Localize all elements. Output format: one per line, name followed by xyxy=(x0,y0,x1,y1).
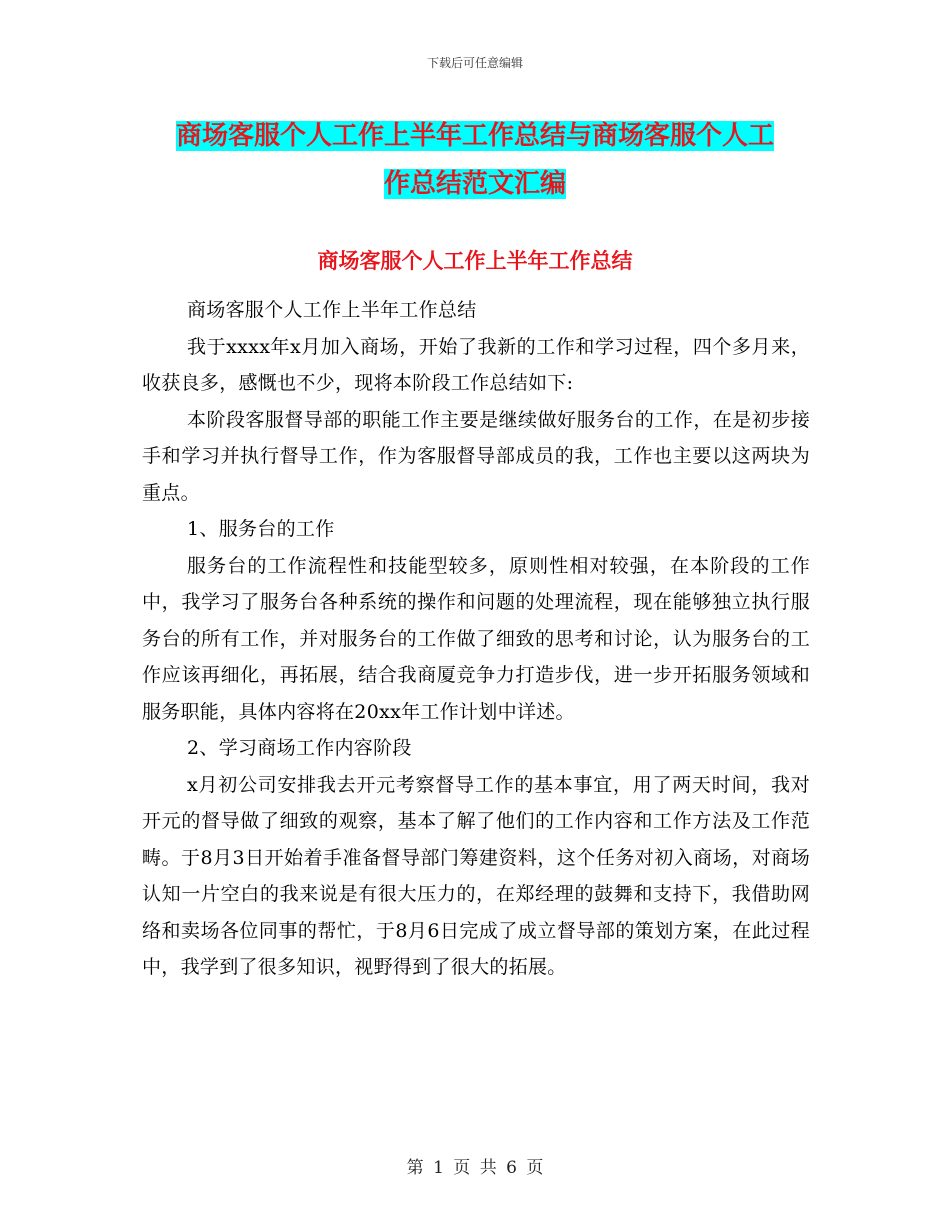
header-note: 下载后可任意编辑 xyxy=(426,56,523,70)
heading-service-desk: 1、服务台的工作 xyxy=(187,518,335,540)
paragraph-overview: 本阶段客服督导部的职能工作主要是继续做好服务台的工作，在是初步接手和学习并执行督导工作，作为客服督导部成员的我，工作也主要以这两块为重点。 xyxy=(142,408,810,504)
page-number-footer: 第 1 页 共 6 页 xyxy=(406,1158,544,1178)
paragraph-intro: 我于xxxx年x月加入商场，开始了我新的工作和学习过程，四个多月来，收获良多，感慨也不少，现将本阶段工作总结如下: xyxy=(142,335,810,394)
paragraph-subtitle: 商场客服个人工作上半年工作总结 xyxy=(187,299,477,321)
section-title: 商场客服个人工作上半年工作总结 xyxy=(317,249,633,273)
heading-learning-stage: 2、学习商场工作内容阶段 xyxy=(187,737,412,759)
document-title-line-1: 商场客服个人工作上半年工作总结与商场客服个人工 xyxy=(175,121,774,151)
paragraph-learning-stage: x月初公司安排我去开元考察督导工作的基本事宜，用了两天时间，我对开元的督导做了细致的观察，基本了解了他们的工作内容和工作方法及工作范畴。于8月3日开始着手准备督导部门筹建资料，这个任务对初入商场，对商场认知一片空白的我来说是有很大压力的，在郑经理的鼓舞和支持下，我借助网络和卖场各位同事的帮忙，于8月6日完成了成立督导部的策划方案，在此过程中，我学到了很多知识，视野得到了很大的拓展。 xyxy=(142,773,810,978)
body-text xyxy=(142,292,810,986)
document-title-line-2: 作总结范文汇编 xyxy=(383,169,566,199)
document-title xyxy=(100,112,850,208)
paragraph-service-desk: 服务台的工作流程性和技能型较多，原则性相对较强，在本阶段的工作中，我学习了服务台各种系统的操作和问题的处理流程，现在能够独立执行服务台的所有工作，并对服务台的工作做了细致的思考和讨论，认为服务台的工作应该再细化，再拓展，结合我商厦竞争力打造步伐，进一步开拓服务领域和服务职能，具体内容将在20xx年工作计划中详述。 xyxy=(142,554,810,723)
